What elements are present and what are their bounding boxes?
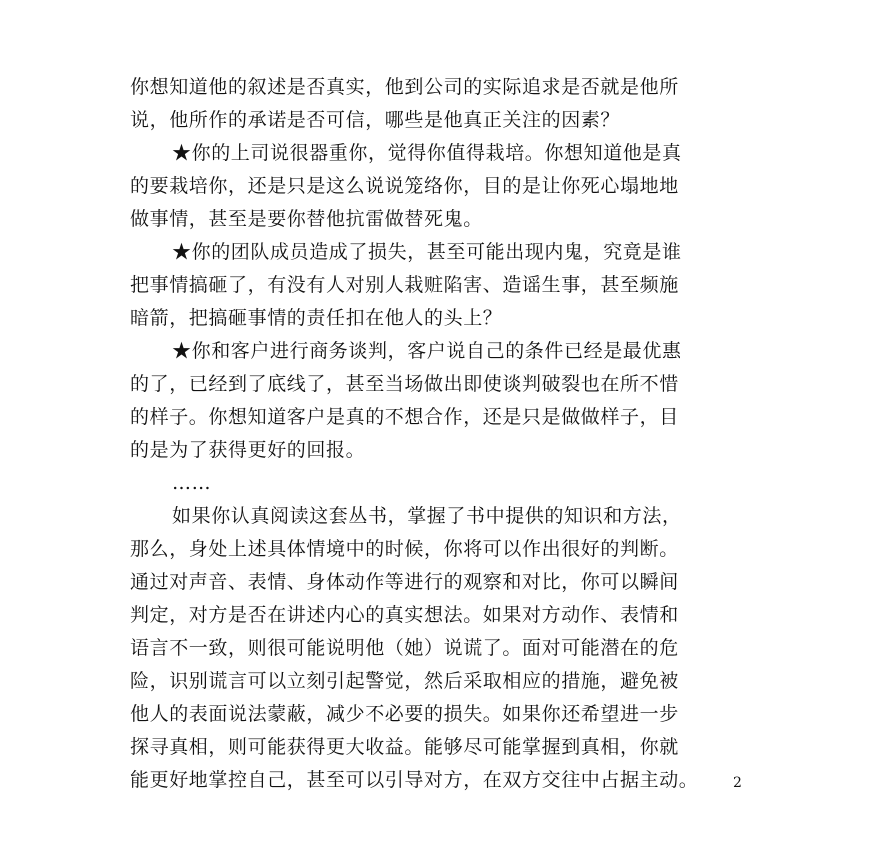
text-line: 那么，身处上述具体情境中的时候，你将可以作出很好的判断。	[130, 538, 679, 560]
page-number: 2	[733, 775, 742, 791]
bullet-paragraph-line: ★你和客户进行商务谈判，客户说自己的条件已经是最优惠	[172, 340, 682, 362]
text-line: 的了，已经到了底线了，甚至当场做出即使谈判破裂也在所不惜	[130, 373, 679, 395]
text-line: 你想知道他的叙述是否真实，他到公司的实际追求是否就是他所	[130, 76, 679, 98]
text-line: 通过对声音、表情、身体动作等进行的观察和对比，你可以瞬间	[130, 571, 679, 593]
text-line: 险，识别谎言可以立刻引起警觉，然后采取相应的措施，避免被	[130, 670, 679, 692]
text-line: 语言不一致，则很可能说明他（她）说谎了。面对可能潜在的危	[130, 637, 679, 659]
text-line: 探寻真相，则可能获得更大收益。能够尽可能掌握到真相，你就	[130, 736, 679, 758]
text-line: 他人的表面说法蒙蔽，减少不必要的损失。如果你还希望进一步	[130, 703, 679, 725]
text-line: 的样子。你想知道客户是真的不想合作，还是只是做做样子，目	[130, 406, 679, 428]
text-line: 暗箭，把搞砸事情的责任扣在他人的头上？	[130, 307, 503, 329]
text-line: 判定，对方是否在讲述内心的真实想法。如果对方动作、表情和	[130, 604, 679, 626]
text-line: 的要栽培你，还是只是这么说说笼络你，目的是让你死心塌地地	[130, 175, 679, 197]
text-line: 做事情，甚至是要你替他抗雷做替死鬼。	[130, 208, 483, 230]
bullet-paragraph-line: ★你的团队成员造成了损失，甚至可能出现内鬼，究竟是谁	[172, 241, 682, 263]
ellipsis-line: ……	[172, 472, 212, 494]
bullet-paragraph-line: ★你的上司说很器重你，觉得你值得栽培。你想知道他是真	[172, 142, 682, 164]
paragraph-first-line: 如果你认真阅读这套丛书，掌握了书中提供的知识和方法，	[172, 505, 682, 527]
text-line: 把事情搞砸了，有没有人对别人栽赃陷害、造谣生事，甚至频施	[130, 274, 679, 296]
text-line: 的是为了获得更好的回报。	[130, 439, 366, 461]
text-line: 能更好地掌控自己，甚至可以引导对方，在双方交往中占据主动。	[130, 769, 699, 791]
text-line: 说，他所作的承诺是否可信，哪些是他真正关注的因素？	[130, 109, 621, 131]
